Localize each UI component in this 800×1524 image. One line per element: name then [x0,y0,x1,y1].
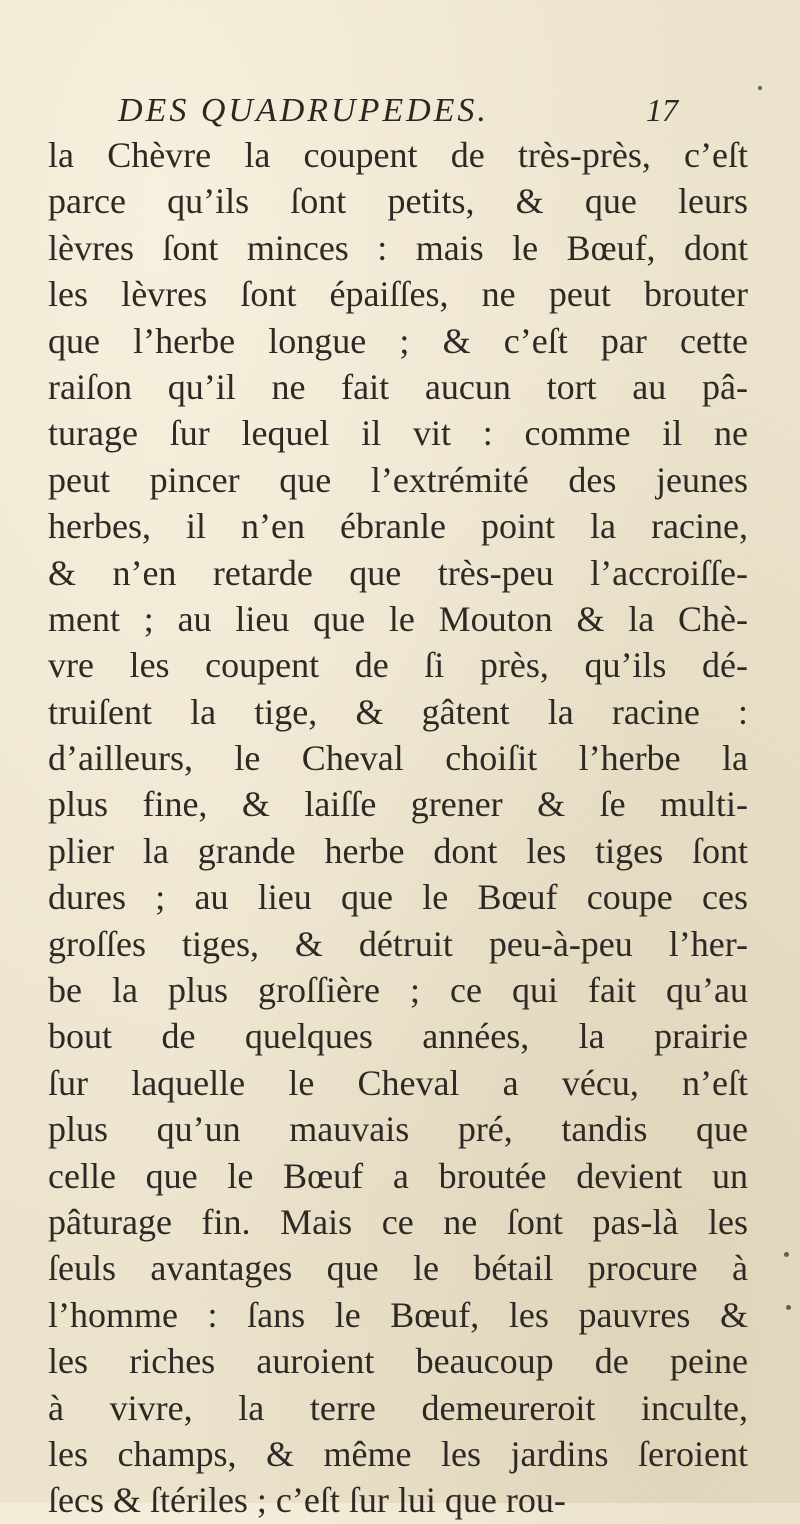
text-line: turage ſur lequel il vit : comme il ne [48,413,748,454]
text-line: plus qu’un mauvais pré, tandis que [48,1109,748,1150]
text-line: dures ; au lieu que le Bœuf coupe ces [48,877,748,918]
text-line: bout de quelques années, la prairie [48,1016,748,1057]
text-line: ſecs & ſtériles ; c’eſt ſur lui que rou- [48,1480,566,1521]
ink-speck [784,1252,789,1257]
text-line: pâturage fin. Mais ce ne ſont pas-là les [48,1201,748,1242]
text-line: à vivre, la terre demeureroit inculte, [48,1387,748,1428]
text-line: ſeuls avantages que le bétail procure à [48,1248,748,1289]
text-line: peut pincer que l’extrémité des jeunes [48,459,748,500]
ink-speck [758,86,762,90]
text-line: la Chèvre la coupent de très-près, c’eſt [48,135,748,175]
text-line: les riches auroient beaucoup de peine [48,1341,748,1382]
text-line: ment ; au lieu que le Mouton & la Chè- [48,598,748,639]
text-line: herbes, il n’en ébranle point la racine, [48,506,748,547]
text-line: vre les coupent de ſi près, qu’ils dé- [48,645,748,686]
body-text [48,132,748,1524]
text-line: l’homme : ſans le Bœuf, les pauvres & [48,1294,748,1335]
text-line: les champs, & même les jardins ſeroient [48,1433,748,1474]
text-line: parce qu’ils ſont petits, & que leurs [48,181,748,222]
running-head [118,92,678,136]
running-head-title: DES QUADRUPEDES. [118,92,489,129]
text-line: que l’herbe longue ; & c’eſt par cette [48,320,748,361]
text-line: groſſes tiges, & détruit peu-à-peu l’her- [48,923,748,964]
page-number: 17 [646,92,678,128]
text-line: be la plus groſſière ; ce qui fait qu’au [48,970,748,1011]
text-line: lèvres ſont minces : mais le Bœuf, dont [48,227,748,268]
text-line: d’ailleurs, le Cheval choiſit l’herbe la [48,738,748,779]
text-line: ſur laquelle le Cheval a vécu, n’eſt [48,1062,748,1103]
text-line: truiſent la tige, & gâtent la racine : [48,691,748,732]
text-line: & n’en retarde que très-peu l’accroiſſe- [48,552,748,593]
text-line: les lèvres ſont épaiſſes, ne peut brouter [48,274,748,315]
text-line: celle que le Bœuf a broutée devient un [48,1155,748,1196]
ink-speck [786,1305,791,1310]
text-line: raiſon qu’il ne fait aucun tort au pâ- [48,366,748,407]
text-line: plus fine, & laiſſe grener & ſe multi- [48,784,748,825]
text-line: plier la grande herbe dont les tiges ſont [48,830,748,871]
